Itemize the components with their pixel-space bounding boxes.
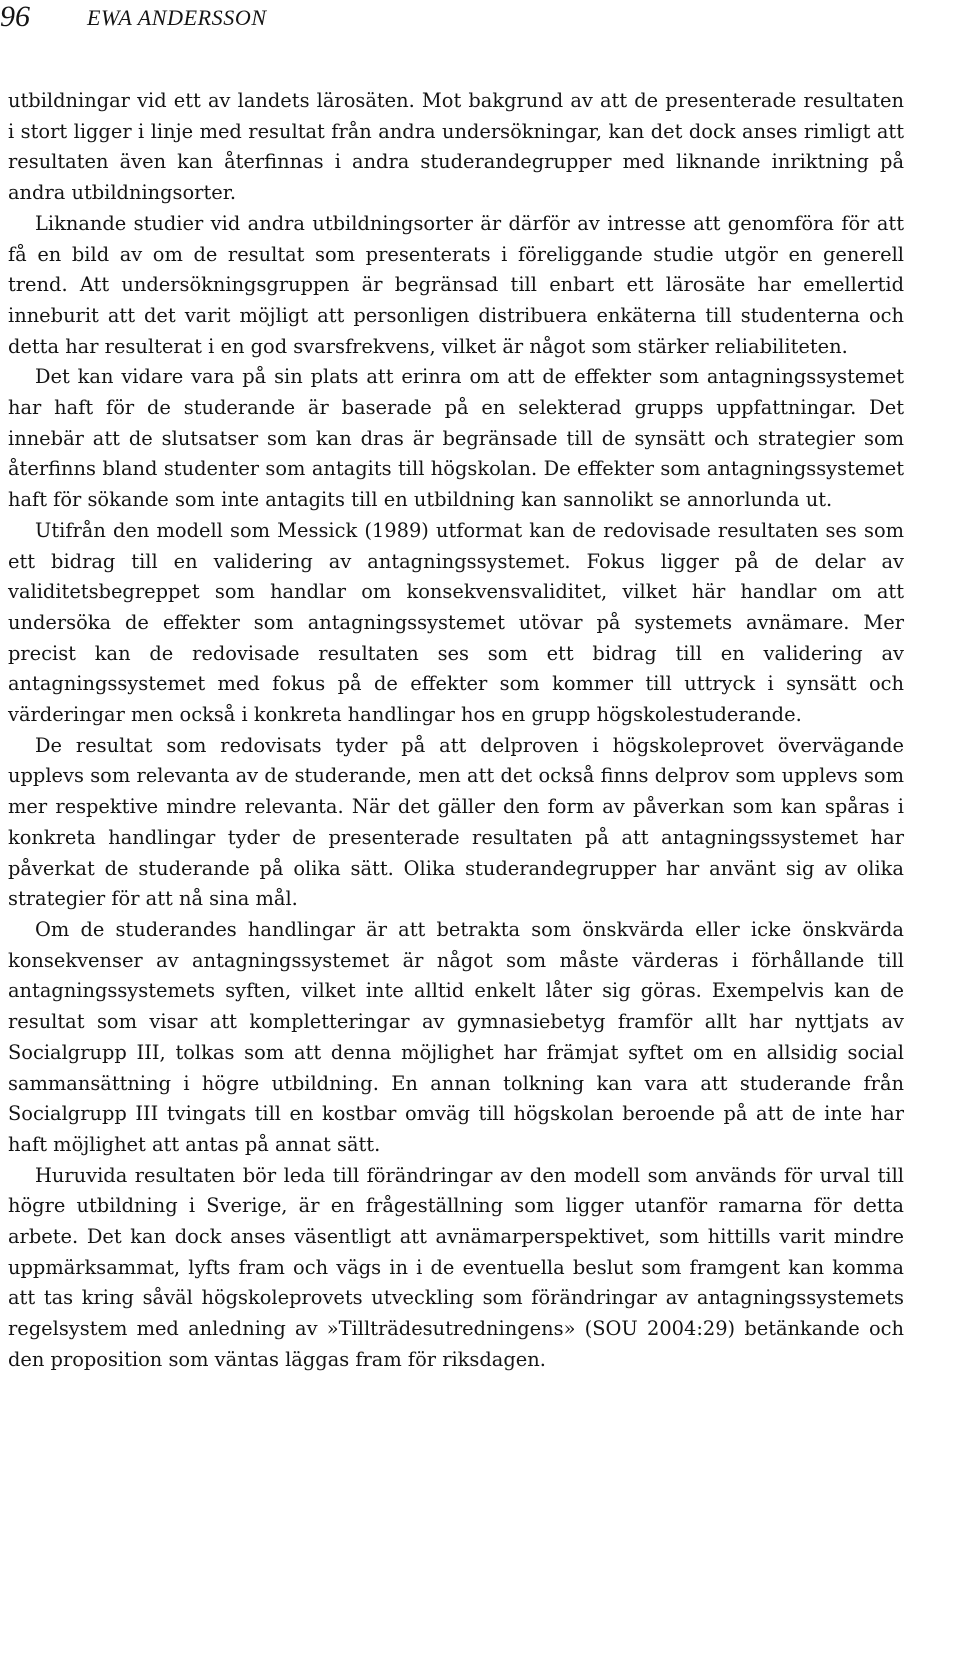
paragraph: De resultat som redovisats tyder på att delproven i högskoleprovet övervägande upplevs som relevanta av de studerande, men att det också finns delprov som upplevs som mer respektive mindre relevanta. När det gäller den form av påverkan som kan spåras i konkreta handlingar tyder de presenterade resultaten på att antagningssystemet har påverkat de studerande på olika sätt. Olika studerandegrupper har använt sig av olika strategier för att nå sina mål. xyxy=(8,733,904,911)
page-header xyxy=(0,0,960,40)
paragraph: Om de studerandes handlingar är att betrakta som önskvärda eller icke önskvärda konsekvenser av antagningssystemet är något som måste värderas i förhållande till antagningssystemets syften, vilket inte alltid enkelt låter sig göras. Exempelvis kan de resultat som visar att kompletteringar av gymnasiebetyg framför allt har nyttjats av Socialgrupp III, tolkas som att denna möjlighet har främjat syftet om en allsidig social sammansättning i högre utbildning. En annan tolkning kan vara att studerande från Socialgrupp III tvingats till en kostbar omväg till högskolan beroende på att de inte har haft möjlighet att antas på annat sätt. xyxy=(8,917,904,1156)
paragraph: Huruvida resultaten bör leda till förändringar av den modell som används för urval till högre utbildning i Sverige, är en frågeställning som ligger utanför ramarna för detta arbete. Det kan dock anses väsentligt att avnämarperspektivet, som hittills varit mindre uppmärksammat, lyfts fram och vägs in i de eventuella beslut som framgent kan komma att tas kring såväl högskoleprovets utveckling som förändringar av antagningssystemets regelsystem med anledning av »Tillträdesutredningens» (SOU 2004:29) betänkande och den proposition som väntas läggas fram för riksdagen. xyxy=(8,1163,904,1371)
running-head: EWA ANDERSSON xyxy=(87,5,267,30)
paragraph: Det kan vidare vara på sin plats att erinra om att de effekter som antagningssystemet har haft för de studerande är baserade på en selekterad grupps uppfattningar. Det innebär att de slutsatser som kan dras är begränsade till de synsätt och strategier som återfinns bland studenter som antagits till högskolan. De effekter som antagningssystemet haft för sökande som inte antagits till en utbildning kan sannolikt se annorlunda ut. xyxy=(8,365,904,512)
paragraph: utbildningar vid ett av landets lärosäten. Mot bakgrund av att de presenterade resultaten i stort ligger i linje med resultat från andra undersökningar, kan det dock anses rimligt att resultaten även kan återfinnas i andra studerandegrupper med liknande inriktning på andra utbildningsorter. xyxy=(8,89,904,205)
page-number: 96 xyxy=(0,0,30,33)
body-text xyxy=(8,86,904,1376)
paragraph: Utifrån den modell som Messick (1989) utformat kan de redovisade resultaten ses som ett bidrag till en validering av antagningssystemet. Fokus ligger på de delar av validitetsbegreppet som handlar om konsekvensvaliditet, vilket här handlar om att undersöka de effekter som antagningssystemet utövar på systemets avnämare. Mer precist kan de redovisade resultaten ses som ett bidrag till en validering av antagningssystemet med fokus på de effekter som kommer till uttryck i synsätt och värderingar men också i konkreta handlingar hos en grupp högskolestuderande. xyxy=(8,518,904,727)
paragraph: Liknande studier vid andra utbildningsorter är därför av intresse att genomföra för att få en bild av om de resultat som presenterats i föreliggande studie utgör en generell trend. Att undersökningsgruppen är begränsad till enbart ett lärosäte har emellertid inneburit att det varit möjligt att personligen distribuera enkäterna till studenterna och detta har resulterat i en god svarsfrekvens, vilket är något som stärker reliabiliteten. xyxy=(8,211,904,358)
